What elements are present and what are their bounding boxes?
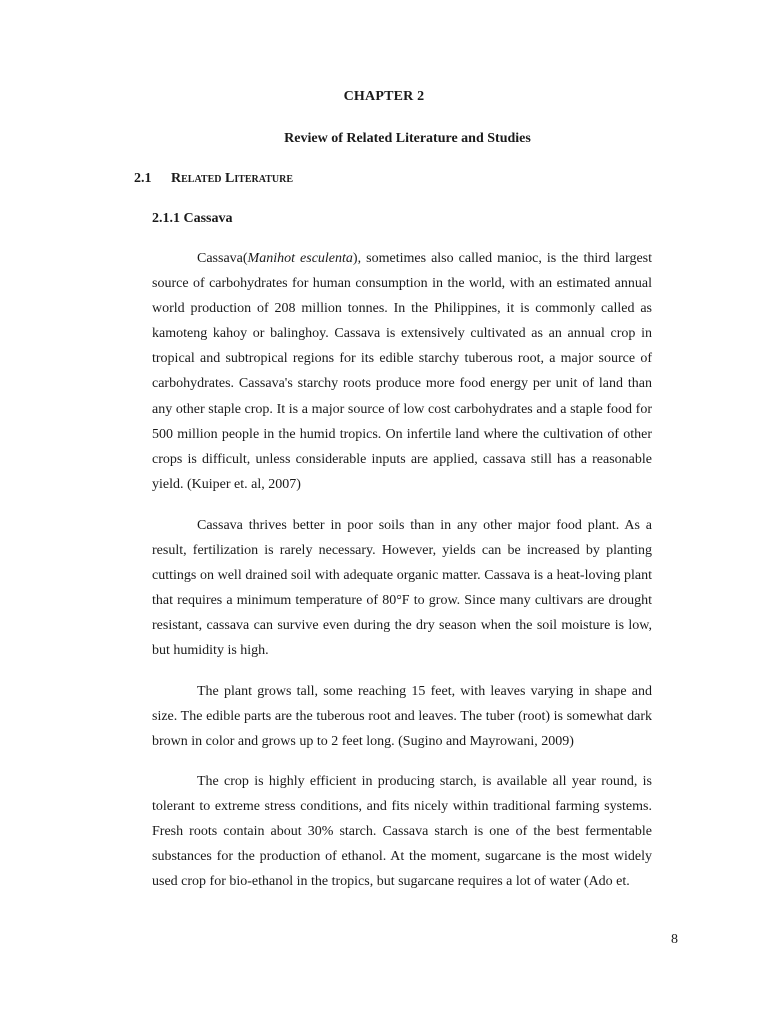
paragraph-3 xyxy=(152,679,652,754)
paragraph-1-lead: Cassava( xyxy=(197,251,248,266)
chapter-label: CHAPTER 2 xyxy=(343,89,425,104)
paragraph-2-text: Cassava thrives better in poor soils than in any other major food plant. As a result, fertilization is rarely necessary. However, yields can be increased by planting cuttings on well drained soil with adequate organic matter. Cassava is a heat-loving plant that requires a minimum temperature of 80°F to grow. Since many cultivars are drought resistant, cassava can survive even during the dry season when the soil moisture is low, but humidity is high. xyxy=(152,518,652,659)
paragraph-4 xyxy=(152,769,652,894)
page-number: 8 xyxy=(671,932,678,947)
paragraph-3-text: The plant grows tall, some reaching 15 feet, with leaves varying in shape and size. The edible parts are the tuberous root and leaves. The tuber (root) is somewhat dark brown in color and grows up to 2 feet long. (Sugino and Mayrowani, 2009) xyxy=(152,684,652,750)
section-heading xyxy=(134,171,293,187)
paragraph-2 xyxy=(152,513,652,664)
paragraph-4-text: The crop is highly efficient in producing starch, is available all year round, is tolerant to extreme stress conditions, and fits nicely within traditional farming systems. Fresh roots contain about 30% starch. Cassava starch is one of the best fermentable substances for the production of ethanol. At the moment, sugarcane is the most widely used crop for bio-ethanol in the tropics, but sugarcane requires a lot of water (Ado et. xyxy=(152,774,652,890)
section-title: Related Literature xyxy=(171,171,294,186)
chapter-title: Review of Related Literature and Studies xyxy=(284,131,531,146)
paragraph-1 xyxy=(152,246,652,497)
section-number: 2.1 xyxy=(134,171,152,186)
paragraph-1-species-name: Manihot esculenta xyxy=(247,251,353,266)
paragraph-1-rest: ), sometimes also called manioc, is the third largest source of carbohydrates for human consumption in the world, with an estimated annual world production of 208 million tonnes. In the Philippines, it is commonly called as kamoteng kahoy or balinghoy. Cassava is extensively cultivated as an annual crop in tropical and subtropical regions for its edible starchy tuberous root, a major source of carbohydrates. Cassava's starchy roots produce more food energy per unit of land than any other staple crop. It is a major source of low cost carbohydrates and a staple food for 500 million people in the humid tropics. On infertile land where the cultivation of other crops is difficult, unless considerable inputs are applied, cassava still has a reasonable yield. (Kuiper et. al, 2007) xyxy=(152,251,653,492)
subsection-heading: 2.1.1 Cassava xyxy=(152,211,233,226)
